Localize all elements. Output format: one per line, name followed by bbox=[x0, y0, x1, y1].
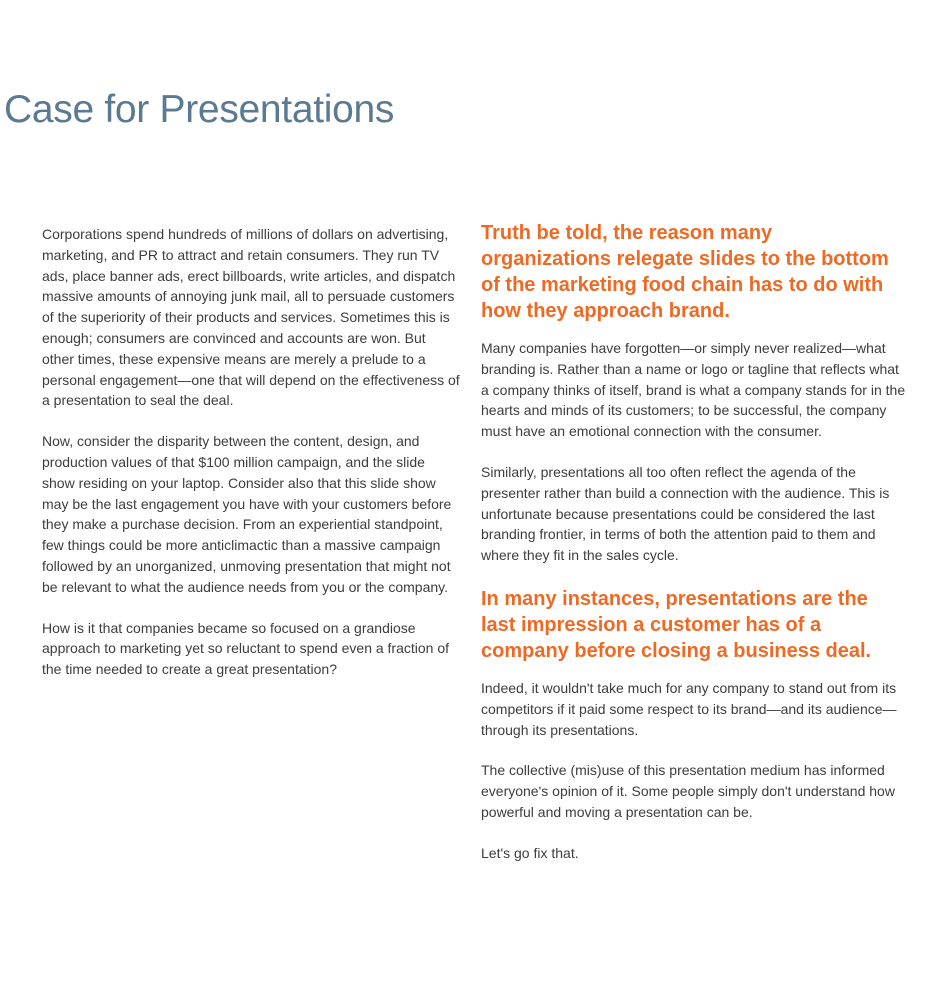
body-paragraph: Indeed, it wouldn't take much for any company to stand out from its competitors if it paid some respect to its brand—and its audience—through its presentations. bbox=[481, 679, 897, 738]
body-paragraph: How is it that companies became so focused on a grandiose approach to marketing yet so reluctant to spend even a fraction of the time needed to create a great presentation? bbox=[42, 619, 450, 678]
pull-quote: Truth be told, the reason many organizations relegate slides to the bottom of the marketing food chain has to do with how they approach brand. bbox=[481, 222, 889, 322]
body-paragraph: Let's go fix that. bbox=[481, 844, 579, 861]
body-paragraph: Corporations spend hundreds of millions of dollars on advertising, marketing, and PR to attract and retain consumers. They run TV ads, place banner ads, erect billboards, write articles, and dispatch massive amounts of annoying junk mail, all to persuade customers of the superiority of their products and services. Sometimes this is enough; consumers are convinced and accounts are won. But other times, these expensive means are merely a prelude to a personal engagement—one that will depend on the effectiveness of a presentation to seal the deal. bbox=[42, 226, 460, 409]
left-column bbox=[42, 224, 460, 700]
body-paragraph: The collective (mis)use of this presentation medium has informed everyone's opinion of it. Some people simply don't understand how powerful and moving a presentation can be. bbox=[481, 762, 895, 820]
body-paragraph: Now, consider the disparity between the content, design, and production values of that $100 million campaign, and the slide show residing on your laptop. Consider also that this slide show may be the last engagement you have with your customers before they make a purchase decision. From an experiential standpoint, few things could be more anticlimactic than a massive campaign followed by an unorganized, unmoving presentation that might not be relevant to what the audience needs from you or the company. bbox=[42, 433, 452, 595]
body-paragraph: Many companies have forgotten—or simply never realized—what branding is. Rather than a name or logo or tagline that reflects what a company thinks of itself, brand is what a company stands for in the hearts and minds of its customers; to be successful, the company must have an emotional connection with the consumer. bbox=[481, 340, 906, 440]
right-column bbox=[481, 224, 906, 884]
pull-quote: In many instances, presentations are the last impression a customer has of a company before closing a business deal. bbox=[481, 587, 872, 662]
body-paragraph: Similarly, presentations all too often reflect the agenda of the presenter rather than build a connection with the audience. This is unfortunate because presentations could be considered the last branding frontier, in terms of both the attention paid to them and where they fit in the sales cycle. bbox=[481, 463, 890, 564]
page-title: Case for Presentations bbox=[4, 88, 395, 131]
